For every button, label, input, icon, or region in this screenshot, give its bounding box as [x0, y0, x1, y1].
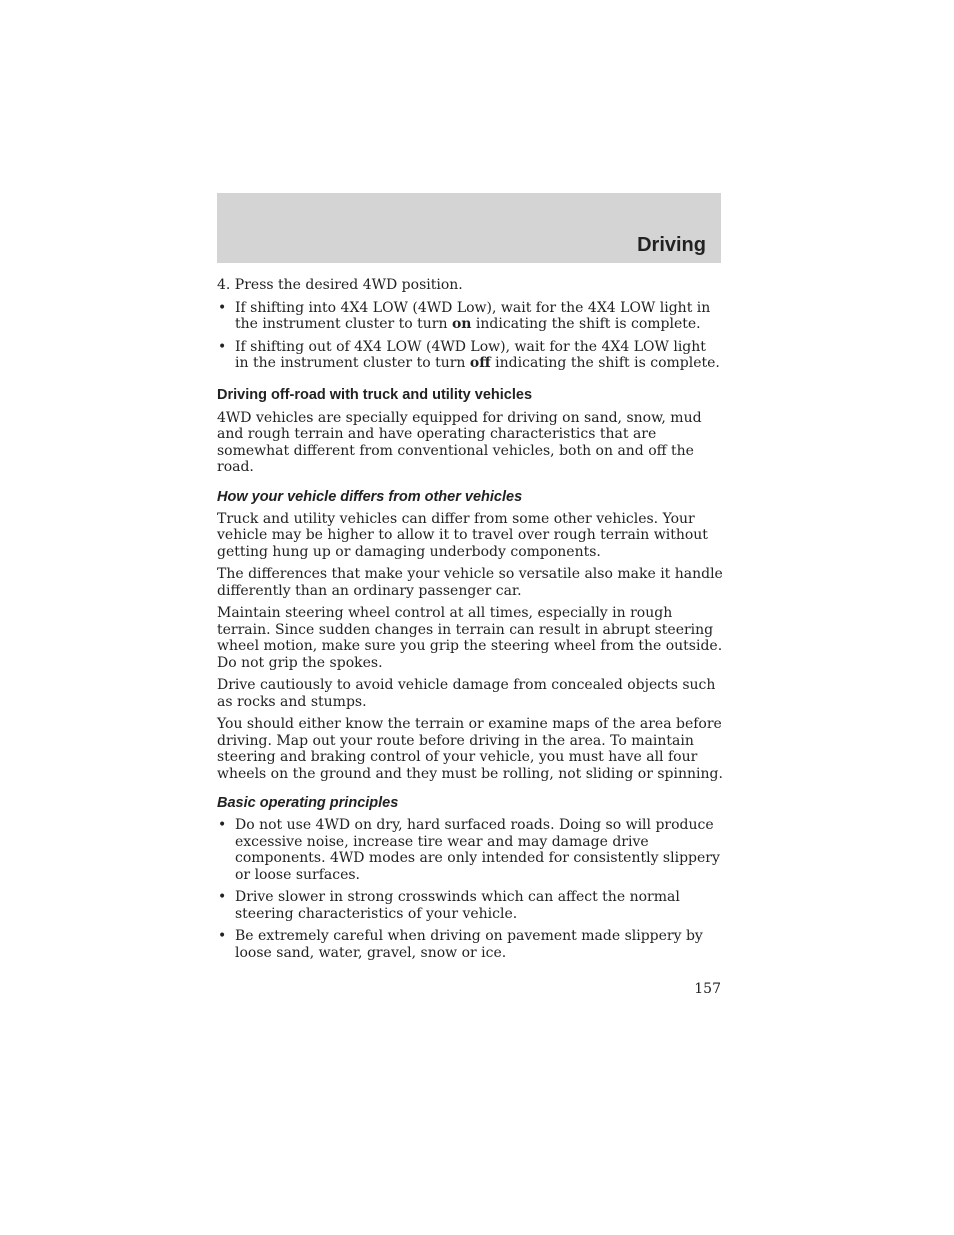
- shift-bullet-list: [217, 300, 723, 372]
- paragraph: The differences that make your vehicle so versatile also make it handle differently than an ordinary passenger car.: [217, 566, 723, 599]
- bullet-shift-out-of-low: • If shifting out of 4X4 LOW (4WD Low), wait for the 4X4 LOW light in the instrument cluster to turn off indicating the shift is complete.: [218, 338, 720, 371]
- principles-bullet-list: [217, 817, 723, 961]
- list-item: • Drive slower in strong crosswinds which can affect the normal steering characteristics of your vehicle.: [218, 889, 680, 922]
- bullet-marker: •: [218, 928, 227, 944]
- list-item: • Be extremely careful when driving on pavement made slippery by loose sand, water, gravel, snow or ice.: [218, 928, 703, 961]
- paragraph: Drive cautiously to avoid vehicle damage from concealed objects such as rocks and stumps.: [217, 677, 716, 710]
- bold-on: on: [451, 316, 472, 332]
- paragraph: You should either know the terrain or examine maps of the area before driving. Map out your route before driving in the area. To maintain steering and braking control of your vehicle, you must have all four wheels on the ground and they must be rolling, not sliding or spinning.: [217, 716, 723, 782]
- paragraph-offroad: 4WD vehicles are specially equipped for driving on sand, snow, mud and rough terrain and have operating characteristics that are somewhat different from conventional vehicles, both on and off the road.: [217, 409, 702, 475]
- step-4: 4. Press the desired 4WD position.: [217, 277, 463, 293]
- list-item: • Do not use 4WD on dry, hard surfaced roads. Doing so will produce excessive noise, increase tire wear and may damage drive components. 4WD modes are only intended for consistently slippery or loose surfaces.: [218, 817, 720, 883]
- heading-basic-principles: Basic operating principles: [217, 795, 399, 811]
- page-content: [217, 277, 723, 967]
- bold-off: off: [469, 355, 491, 371]
- bullet-marker: •: [218, 889, 227, 905]
- heading-offroad: Driving off-road with truck and utility vehicles: [217, 386, 533, 403]
- heading-vehicle-differs: How your vehicle differs from other vehicles: [217, 488, 523, 505]
- bullet-shift-into-low: • If shifting into 4X4 LOW (4WD Low), wait for the 4X4 LOW light in the instrument cluster to turn on indicating the shift is complete.: [218, 299, 711, 332]
- bullet-marker: •: [218, 299, 227, 316]
- bullet-marker: •: [218, 338, 227, 355]
- section-title: Driving: [637, 234, 706, 256]
- bullet-marker: •: [218, 817, 227, 833]
- page-number: 157: [694, 981, 721, 997]
- section-header-band: [217, 193, 721, 263]
- paragraph: Maintain steering wheel control at all times, especially in rough terrain. Since sudden changes in terrain can result in abrupt steering wheel motion, make sure you grip the steering wheel from the outside. Do not grip the spokes.: [217, 605, 723, 671]
- paragraph: Truck and utility vehicles can differ from some other vehicles. Your vehicle may be higher to allow it to travel over rough terrain without getting hung up or damaging underbody components.: [217, 510, 708, 560]
